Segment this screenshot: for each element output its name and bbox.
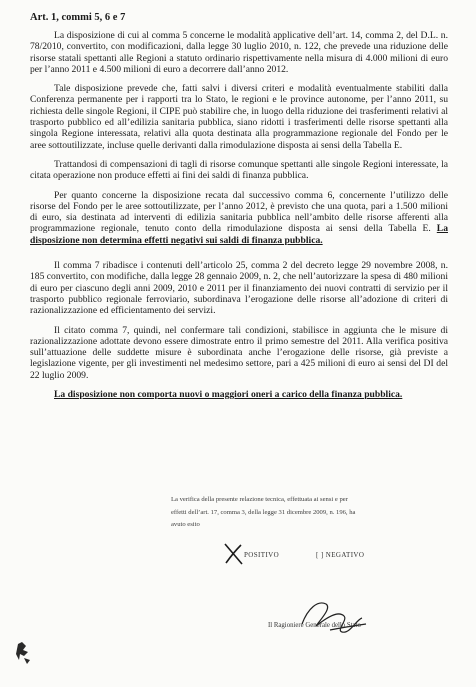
paragraph-comma-5: La disposizione di cui al comma 5 concerne le modalità applicative dell’art. 14, comma 2, del D.L. n. 78/2010, convertito, con modificazioni, dalla legge 30 luglio 2010, n. 122, che prevede una riduzione delle risorse statali spettanti alle Regioni a statuto ordinario rispettivamente nella misura di 4.000 milioni di euro per l’anno 2011 e 4.500 milioni di euro a decorrere dall’anno 2012. <box>30 30 448 75</box>
signatory-title: Il Ragioniere Generale dello Stato <box>268 622 361 629</box>
report-body <box>30 30 448 408</box>
underlined-sentence: La disposizione non determina effetti negativi sui saldi di finanza pubblica. <box>30 223 448 246</box>
verification-line-2: effetti dell’art. 17, comma 3, della legge 31 dicembre 2009, n. 196, ha <box>171 508 356 516</box>
paragraph-criteria: Tale disposizione prevede che, fatti salvi i diversi criteri e modalità eventualmente stabiliti dalla Conferenza permanente per i rapporti tra lo Stato, le regioni e le province autonome, per l’anno 2011, su richiesta delle singole Regioni, il CIPE può stabilire che, in luogo della riduzione dei trasferimenti relativi al trasporto pubblico ed all’edilizia sanitaria pubblica, siano ridotti i trasferimenti delle risorse spettanti alla singola Regione interessata, relativi alla quota destinata alla programmazione regionale del Fondo per le aree sottoutilizzate, incluse quelle derivanti dalla rimodulazione disposta ai sensi della Tabella E. <box>30 83 448 151</box>
paragraph-comma-6 <box>30 190 448 246</box>
archive-stamp-icon <box>14 640 36 666</box>
negative-option: [ ] NEGATIVO <box>316 551 365 559</box>
paragraph-compensation: Trattandosi di compensazioni di tagli di risorse comunque spettanti alle singole Regioni interessate, la citata operazione non produce effetti ai fini dei saldi di finanza pubblica. <box>30 158 448 182</box>
paragraph-comma-6-text: Per quanto concerne la disposizione recata dal successivo comma 6, concernente l’utilizzo delle risorse del Fondo per le aree sottoutilizzate, per l’anno 2012, è previsto che una quota, pari a 1.500 milioni di euro, sia destinata ad interventi di edilizia sanitaria pubblica nell’ambito delle risorse afferenti alla programmazione regionale, tenuto conto della rimodulazione disposta ai sensi della Tabella E. <box>30 189 448 235</box>
paragraph-comma-7-conditions: Il citato comma 7, quindi, nel confermare tali condizioni, stabilisce in aggiunta che le misure di razionalizzazione adottate devono essere dimostrate entro il primo semestre del 2011. Alla verifica positiva sull’attuazione delle suddette misure è subordinata anche l’erogazione delle risorse, già previste a legislazione vigente, per gli investimenti nel medesimo settore, pari a 425 milioni di euro ai sensi del DI del 22 luglio 2009. <box>30 324 448 381</box>
verification-block <box>171 494 421 532</box>
handwritten-signature-icon <box>296 590 376 640</box>
positive-option: POSITIVO <box>244 551 280 559</box>
positive-checkmark-icon <box>222 542 246 566</box>
verification-line-1: La verifica della presente relazione tecnica, effettuata ai sensi e per <box>171 496 348 503</box>
paragraph-comma-7: Il comma 7 ribadisce i contenuti dell’articolo 25, comma 2 del decreto legge 29 novembre 2008, n. 185 convertito, con modifiche, dalla legge 28 gennaio 2009, n. 2, che nell’autorizzare la spesa di 480 milioni di euro per ciascuno degli anni 2009, 2010 e 2011 per il finanziamento dei nuovi contratti di servizio per il trasporto pubblico regionale ferroviario, subordinava l’erogazione delle risorse all’adozione di criteri di razionalizzazione ed efficientamento dei servizi. <box>30 260 448 317</box>
article-heading: Art. 1, commi 5, 6 e 7 <box>30 12 126 23</box>
final-statement: La disposizione non comporta nuovi o maggiori oneri a carico della finanza pubblica. <box>54 389 403 401</box>
verification-line-3: avuto esito <box>171 521 200 528</box>
